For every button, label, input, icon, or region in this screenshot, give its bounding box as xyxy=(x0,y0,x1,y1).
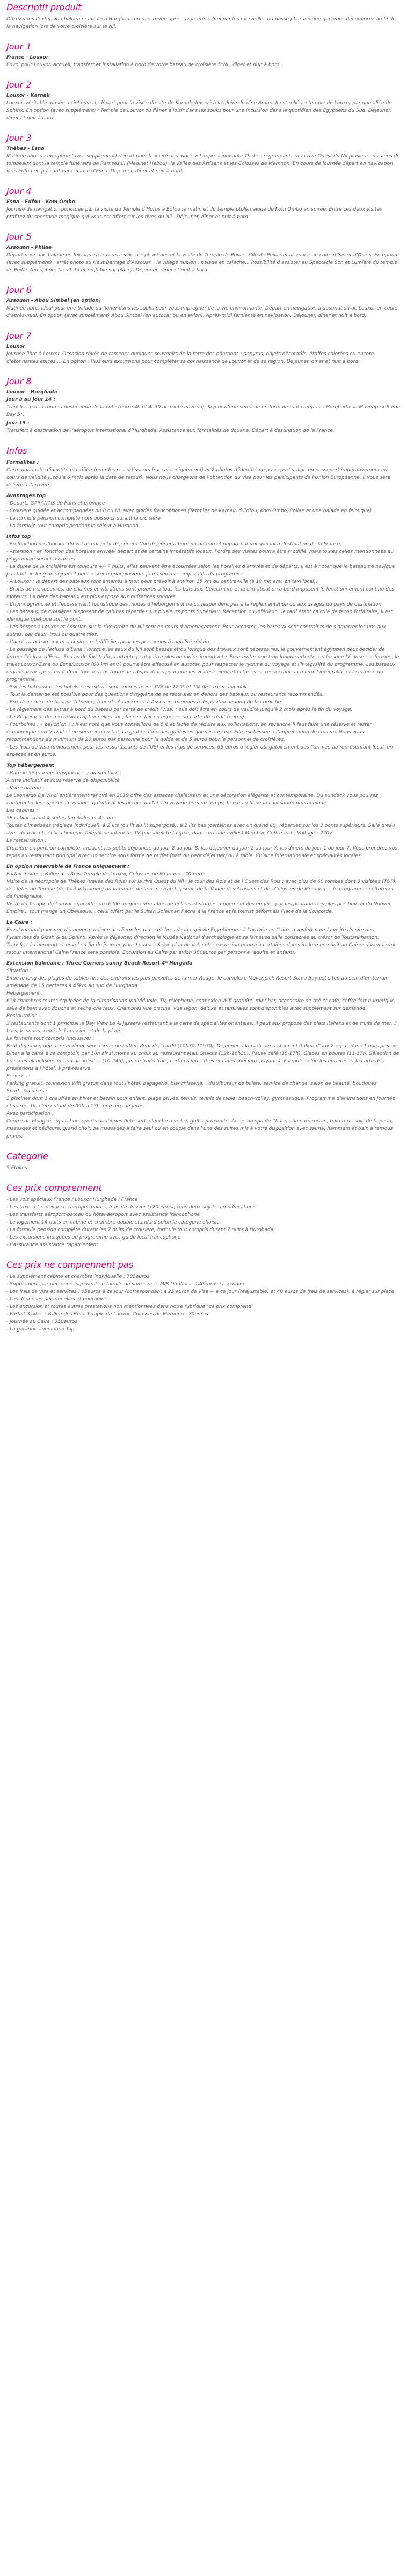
list-item: - L’accès aux bateaux et aux sites est difficiles pour les personnes à mobilité réduite. xyxy=(6,639,213,645)
infos-top-list xyxy=(6,541,401,759)
list-item: - Les taxes et redevances aéroportuaires, frais de dossier (120euros), tous deux sujets à modifications xyxy=(6,1205,256,1210)
day-subtitle: France - Louxor xyxy=(6,55,49,60)
day-4 xyxy=(6,186,401,221)
list-item: - Le logement 14 nuits en cabine et chambre double standard selon la catégorie choisie xyxy=(6,1220,220,1225)
list-item: Services : xyxy=(6,1074,30,1079)
list-item: Restauration : xyxy=(6,1013,41,1019)
day-text: Journée de navigation ponctuée par la visite du Temple d’Horus à Edfou le matin et du temple ptolémaïque de Kom Ombo en soirée. Entre ces deux visites profitez du spectacle magique qui vous est offert sur les rives du Nil . Déjeuner, dîner et nuit à bord. xyxy=(6,207,382,220)
list-item: - L’assurance assistance rapatriement xyxy=(6,1242,98,1248)
day-subtitle: Esna - Edfou - Kom Ombo xyxy=(6,199,75,205)
hotel-label: Extension balnéaire : Three Corners sunny Beach Resort 4* Hurgada xyxy=(6,961,193,966)
day-text: Journée libre à Louxor. Occasion rêvée de ramener quelques souvenirs de la terre des pharaons : papyrus, objets décoratifs, étoffes colorées ou encore d’étonnantes épices ... En option : Plusieurs excursions pour compléter sa connaissance de Louxor et de sa région. Déjeuner, dîner et nuit à bord. xyxy=(6,351,374,364)
day-2 xyxy=(6,80,401,122)
formalites-label: Formalités : xyxy=(6,460,39,465)
day-subtitle: Thèbes - Esna xyxy=(6,146,45,152)
list-item: Parking gratuit, connexion Wifi gratuit dans tout l’hôtel, bagagerie, blanchisserie, , distributeur de billets, service de change, salon de beauté, boutiques. xyxy=(6,1081,379,1086)
avantages-label: Avantages top xyxy=(6,493,46,499)
day-text-2: Transfert à destination de l’aéroport international d’Hurghada. Assistance aux formalités de douane. Départ à destination de la France. xyxy=(6,428,335,434)
list-item: - Supplément par personne logement en famille ou suite sur le M/S Da Vinci : 140euros la semaine xyxy=(6,1282,246,1287)
day-8 xyxy=(6,376,401,435)
hebergement-list xyxy=(6,769,401,860)
day-title: Jour 8 xyxy=(6,376,32,386)
day-subtitle: Louxor xyxy=(6,344,25,349)
list-item: - Les excursions indiquées au programme avec guide local francophone xyxy=(6,1235,181,1240)
compris-title: Ces prix comprennent xyxy=(6,1183,102,1193)
descriptif-title: Descriptif produit xyxy=(6,2,82,12)
day-title: Jour 2 xyxy=(6,80,32,90)
list-item: - Croisière guidée et accompagnées ou 8 ou NL avec guides francophones (Temples de Karnak, d’Edfou, Kom Ombo, Philae et une balade en felouque) xyxy=(6,508,372,514)
list-item: Forfait 3 sites : Vallée des Rois, Temple de Louxor, Colosses de Memnon : 70 euros. xyxy=(6,872,208,877)
list-item: - Bateau 5* (normes égyptiennes) ou similaire : xyxy=(6,771,122,776)
categorie-title: Categorie xyxy=(6,1151,48,1161)
caire-text: Envol matinal pour une découverte unique des lieux les plus célèbres de la capitale Égyptienne : à l’arrivée au Caire, transfert pour la visite du site des Pyramides de Gizeh & du Sphinx. Après le déjeuner, direction le Musée National d’archéologie et sa fameuse salle consacrée au trésor de Toutankhamon. Transfert à l’aéroport et envol en fin de journée pour Louxor - Selon plan de vol, cette excursion pourra à certaines dates inclure une nuit au Caire suivant le vol retour international Caire-France sera possible. Excursion au Caire par avion 350euros par personne (adulte et enfant). xyxy=(6,927,395,955)
descriptif-text: Offrez vous l’extension balnéaire idéale à Hurghada en mer rouge après avoir été ébloui par les merveilles du passé pharaonique que vous découvrirez au fil de la navigation lors de votre croisière sur le Nil. xyxy=(6,17,396,30)
day-subtitle-2: Jour 8 au jour 14 : xyxy=(6,397,56,402)
list-item: - La formule pension complète hors boissons durant la croisière xyxy=(6,516,161,521)
list-item: - Prix de service de banque (change) à bord : À Louxor et à Assouan, banques à disposition le long de la corniche. xyxy=(6,700,283,705)
list-item: - Journée au Caire : 350euros xyxy=(6,1319,77,1325)
hotel-list xyxy=(6,967,401,1140)
list-item: Le Leonardo Da Vinci entièrement rénové en 2019 offre des espaces chaleureux et une décoration élégante et contemporaine. Du sundeck vous pourrez contempler les superbes paysages qu’offrent les berges du Nil. Un voyage hors du temps, bercé au fil de la civilisation pharaonique. xyxy=(6,793,378,806)
day-title: Jour 3 xyxy=(6,133,32,143)
non-compris-section xyxy=(6,1260,401,1333)
list-item: - Le supplément cabine et chambre individuelle : 785euros xyxy=(6,1274,150,1279)
list-item: - L’hymnogramme et l’ecossement touristique des modes d’hébergement ne correspondent pas à la réglementation ou aux usages du pays de destination. xyxy=(6,602,383,607)
day-7 xyxy=(6,330,401,365)
day-subtitle: Assouan - Abou Simbel (en option) xyxy=(6,298,101,304)
list-item: Petit déjeuner, déjeuner et dîner sous forme de buffet. Petit déj’ tardif (10h30-11h30). Déjeuner à la carte au restaurant Italien d’aux 2 repas dans 1 bars pris au Dîner à la carte à ce comptoir, par 10h ainsi moms au choix au restaurant Mali. Snacks (12h-16h30), Pause café (15-17h). Glaces en boutes (11-17h) Sélection de boissons alcoolisées et non-alcoolisées (10-24h), jus de fruits frais, certains vins, thés et cafés spéciaux payants). Formule selon les horaires et la carte des prestations à l’hôtel, à pré-réserve. xyxy=(6,1044,399,1071)
non-compris-list xyxy=(6,1273,401,1333)
day-title: Jour 5 xyxy=(6,232,32,242)
list-item: À titre indicatif et sous réserve de disponibilité xyxy=(6,778,120,783)
list-item: - Les vols spéciaux France / Louxor Hurghada / France xyxy=(6,1197,138,1203)
day-6 xyxy=(6,285,401,320)
list-item: - Les frais de Visa (uniquement pour les ressortissants de l’UE) et les frais de services, 65 euros à régler obligatoirement dès l’arrivée au représentant local, en espèces et en euros. xyxy=(6,745,393,758)
list-item: - Attention : en fonction des horaires arrivée/ départ et de certains impératifs locaux, l’ordre des visites pourra être modifié, mais toutes celles mentionnées au programme seront assurées. xyxy=(6,549,394,562)
list-item: - Les berges à Louxor et Assouan sur la rive droite du Nil sont en cours d’aménagement. Pour accoster, les bateaux sont contraints de s’amarrer les uns aux autres, par deux, trois ou quatre files. xyxy=(6,624,386,637)
infos-top-label: Infos top xyxy=(6,534,31,539)
list-item: - Sur les bateaux et les hôtels : les extras sont soumis à une TVA de 12 % et 1% de taxe municipale. xyxy=(6,685,250,690)
avantages-list xyxy=(6,500,401,530)
day-title: Jour 7 xyxy=(6,330,32,341)
day-subtitle: Louxor - Karnak xyxy=(6,93,50,98)
day-3 xyxy=(6,133,401,175)
day-5 xyxy=(6,232,401,274)
list-item: Avec participation : xyxy=(6,1111,54,1117)
day-title: Jour 4 xyxy=(6,186,32,196)
list-item: Toutes climatisées (réglage individuel), à 2 lits (ou lit au lit superposé), à 2 lits bas (certaines avec un grand lit), réparties sur les 3 ponts supérieurs. Salle d’eau avec douche et sèche-cheveux. Téléphone intérieur, TV par satellite (à quai, dans certaines villes) Mini-bar, Coffre-fort ; Voltage : 220V xyxy=(6,823,395,836)
list-item: La formule tout compris (inclusive) : xyxy=(6,1036,95,1041)
list-item: - Les transferts aéroport-bateau ou hôtel-aéroport avec assistance francophone xyxy=(6,1212,200,1218)
list-item: Visite de la nécropole de Thèbes (vallée des Rois) sur la rive Ouest du Nil : le tour des Rois et de l’Ouest des Rois : avec plus de 60 tombes dont 3 visitées (TOP), des fêtes au Temple (de Toutankhamon) où la tombe de la reine Hatchepsout, de la Vallée des Artisans et des Colosses de Memnon ... le programme culturel et de l’intégralité. xyxy=(6,879,397,900)
list-item: - Tout la demande est possible pour des questions d’hygiène de se restaurer en dehors des bateaux ou restaurants recommandés. xyxy=(6,692,324,697)
infos-section xyxy=(6,445,401,1140)
day-title: Jour 1 xyxy=(6,41,32,52)
day-1 xyxy=(6,41,401,69)
list-item: - Les frais de visa et services : 65euros à ce jour (correspondant à 25 euros de Visa + à ce jour (réajustable) et 40 euros de frais de services), à régler sur place xyxy=(6,1289,394,1294)
list-item: - Les excursion et toutes autres prestations non mentionnées dans notre rubrique "ce prix comprend" xyxy=(6,1304,254,1309)
list-item: Hébergement : xyxy=(6,991,43,996)
list-item: Les cabines : xyxy=(6,808,38,814)
list-item: 3 piscines dont 1 chauffée en hiver et bassin pour enfant, plage privée, tennis, tennis de table, beach-volley, gymnastique. Programme d’animations en journée et soirée. Un club enfant de 09h à 17h, une aire de jeux. xyxy=(6,1096,395,1109)
compris-section xyxy=(6,1183,401,1249)
list-item: Situation : xyxy=(6,968,32,974)
day-text: Louxor, véritable musée à ciel ouvert, départ pour la visite du site de Karnak dévoué à la gloire du dieu Amon. Il est relié au temple de Louxor par une allée de Sphinx. En option (avec supplément) : Temple de Louxor ou flâner à loisir dans les souks pour une incursion dans le quotidien des Égyptiens du Sud. Déjeuner, dîner et nuit à bord. xyxy=(6,100,392,121)
list-item: - Votre bateau : xyxy=(6,786,45,791)
option-list xyxy=(6,870,401,916)
list-item: - La formule tout compris pendant le séjour à Hurgada xyxy=(6,523,139,529)
list-item: - Le Règlement des excursions optionnelles sur place se fait en espèces ou carte de crédit (euros). xyxy=(6,715,246,720)
day-text: Départ pour une balade en felouque à travers les îles éléphantines et la visite du Temple de Philae. L’île de Philae était vouée au culte d’Isis et d’Osiris. En option (avec supplément) : arrêt photo au Haut Barrage d’Assouan , le village nubien , balade en calèche... Possibilité d’assister au Spectacle Son et Lumière du temple de Philae (en option, facultatif et réglable sur place). Déjeuner, dîner et nuit à bord. xyxy=(6,253,398,273)
day-text: Matinée libre ou en option (avec supplément) départ pour la « cité des morts » l’impressionnante Thèbes regroupant sur la rive Ouest du Nil plusieurs dizaines de tombeaux dont la temple funéraire de Ramses III (Medinet Habou), la Vallée des Artisans et les Colosses de Memnon. En cours de journée départ en navigation vers Edfou en passant par l’écluse d’Esna. Déjeuner, dîner et nuit à bord. xyxy=(6,154,400,174)
day-text: Transfert par la route à destination de la côte (entre 4h et 4h30 de route environ). Séjour d’une semaine en formule tout compris à Hurghada au Movenpick Soma Bay 5*. xyxy=(6,405,401,418)
list-item: Visite du Temple de Louxor : qui offre un défilé unique entre allée de béliers et statues monumentales érigées par les pharaons les plus prestigieux du Nouvel Empire... tout mange un Obélisque... celui offert par le Sultan Soleiman Pacha à la France et le tourist déformais Place de la Concorde. xyxy=(6,902,390,915)
categorie-value: 5 Etoiles xyxy=(6,1165,27,1171)
list-item: 618 chambres toutes équipées de la climatisation individuelle, TV, téléphone, connexion Wifi gratuite, mini-bar, accessoire de thé et café, coffre-fort numérique, salle de bain avec douche et sèche-cheveux. Chambres vue piscine, vue lagon, deluxe et familiales sont disponibles avec supplément sur demande. xyxy=(6,998,396,1011)
compris-list xyxy=(6,1196,401,1249)
list-item: - Les bateaux de croisières disposent de cabines réparties sur plusieurs ponts Supérieur, Réception ou Inférieur : le tarif étant calculé de façon forfaitaire, il est identique quel que soit le pont. xyxy=(6,609,393,622)
day-subtitle: Louxor - Hurghada xyxy=(6,390,57,395)
list-item: - La formule pension complète durant les 7 nuits de croisière, formule tout compris durant 7 nuits à Hurghada xyxy=(6,1227,274,1233)
list-item: 58 cabines dont 4 suites familiales et 4 suites. xyxy=(6,816,119,821)
list-item: - Le règlement des extras à bord du bateau par carte de crédit (Visa) : elle doit être en cours de validité jusqu’à 2 mois après la fin du voyage. xyxy=(6,707,353,713)
day-text: Envol pour Louxor. Accueil, transfert et installation à bord de votre bateau de croisière 5*NL, dîner et nuit à bord. xyxy=(6,62,281,68)
categorie-section xyxy=(6,1151,401,1172)
list-item: - Les dépenses personnelles et pourboires xyxy=(6,1297,109,1302)
list-item: - Pourboires : « bakchich » : Il est noté que vous conseillons de 5 € et facile de réduire aux sollicitations, en revanche il faut faire une réserve et rester économique : en travail et ne serveur bien fait. La gratification des guides est jamais incluse. Elle est laissée à l’appréciation de chacun. Nous vous recommandons au minimum de 20 euros par personne pour le guide et de 5 euros pour le personnel de croisières. xyxy=(6,722,372,743)
list-item: - À Louxor : le départ des bateaux sont amarrés à mon peut prévoir à environ 15 km du centre-ville (à 10 mn env. en taxi local). xyxy=(6,579,317,585)
list-item: Croisière en pension complète, incluant les petits déjeuners du jour 2 au jour 8, les déjeuner du jour 2 au jour 7, les dîners du jour 1 au jour 7. Vous prendrez vos repas au restaurant principal avec un service sous forme de buffet (part du petit déjeuner) ou à table. Cuisine internationale et spécialités locales. xyxy=(6,846,397,859)
list-item: Sports & Loisirs : xyxy=(6,1089,48,1094)
descriptif-section xyxy=(6,2,401,31)
option-label: En option réservable de France uniquement : xyxy=(6,864,129,869)
list-item: - La durée de la croisière est toujours +/- 7 nuits, elles peuvent être écourtées selon les horaires d’arrivée et de départs. Il est à noter que le bateau ne navigue pas tout au long du séjour et peut rester à quai plusieurs jours selon les impératifs du programme. xyxy=(6,564,395,577)
non-compris-title: Ces prix ne comprennent pas xyxy=(6,1260,133,1270)
day-text: Matinée libre, idéal pour une balade ou flâner dans les souks pour vous imprégner de la vie environnante. Départ en navigation à destination de Louxor en cours d’après-midi. En option (avec supplément) Abou Simbel (en autocar ou en avion). Après-midi farniente en navigation. Déjeuner, dîner et nuit à bord. xyxy=(6,306,398,319)
day-subtitle-3: Jour 15 : xyxy=(6,421,30,426)
list-item: 3 restaurants dont 1 principal le Bay View Le Al Jazeera restaurant à la carte de spécialités orientales, il peut aux propose des plats italiens et de fruits de mer. 3 bars, le sonou, celui de la piscine et de la plage. xyxy=(6,1021,397,1034)
list-item: - Départs GARANTIS de Paris et province xyxy=(6,501,105,506)
list-item: - En fonction de l’horaire du vol retour petit déjeuner et/ou déjeuner à bord du bateau et départ par vol spécial à destination de la France. xyxy=(6,542,342,547)
list-item: Centre de plongée, équitation, sports nautiques (kite surf, planche à voile), golf à proximité. Accès au spa de l’hôtel : bain marocain, bain turc, soin de la peau, massages et pédicure, grand choix de massages à faire seul ou en couple dans l’une des suites mis à votre disposition avec sauna, hammam et bain à remous privés. xyxy=(6,1119,393,1139)
list-item: - Forfait 3 sites : Vallée des Rois, Temple de Louxor, Colosses de Memnon : 70euros xyxy=(6,1312,208,1317)
list-item: - La garantie annulation Top xyxy=(6,1327,75,1332)
list-item: La restauration : xyxy=(6,838,47,844)
infos-title: Infos xyxy=(6,445,27,456)
caire-label: Le Caire : xyxy=(6,920,33,925)
formalites-text: Carte nationale d’identité plastifiée (pour les ressortissants français uniquement) et 2 photos d’identité ou passeport valide ou passeport impérativement en cours de validité jusqu’à 6 mois après la date de retour). Nous nous chargeons de l’obtention du visa pour les participants de l’Union Européenne, il vous sera délivré à l’arrivée. xyxy=(6,467,390,488)
hebergement-label: Top hébergement xyxy=(6,763,54,768)
list-item: - Bruits de manoeuvres, de chaînes et vibrations sont propres à tous les bateaux. L’électricité et la climatisation à bord imposent le fonctionnement continu des moteurs. La rière des bateaux est plus exposé aux nuisances sonores. xyxy=(6,587,395,600)
day-title: Jour 6 xyxy=(6,285,32,295)
list-item: Situé le long des plages de sables fins des endroits les plus paisibles de la mer Rouge, le complexe Mövenpick Resort Soma Bay est situé au sein d’un terrain aménagé de 15 hectares à 45km au sud de Hurghada. xyxy=(6,976,389,989)
list-item: - Le passage de l’écluse d’Esna : lorsque les eaux du Nil sont basses et/ou lorsque des travaux sont nécessaires, le gouvernement égyptien peut décider de fermer l’écluse d’Esna. En cas de fort trafic, l’attente peut y être plus ou moins importante. Pour éviter une trop longue attente, ou lorsque l’écluse est fermée, le trajet Louxor/Esna ou Esna/Louxor (60 km env.) pourra être effectué en autocar, pour respecter le rythme du voyage et l’intégralité du programme. Les bateaux organisateurs prendront donc tous les cas toutes les dispositions pour que les visites soient effectuées en respectant au mieux l’intégralité et le rythme du programme. xyxy=(6,647,399,682)
day-subtitle: Assouan - Philae xyxy=(6,245,52,250)
